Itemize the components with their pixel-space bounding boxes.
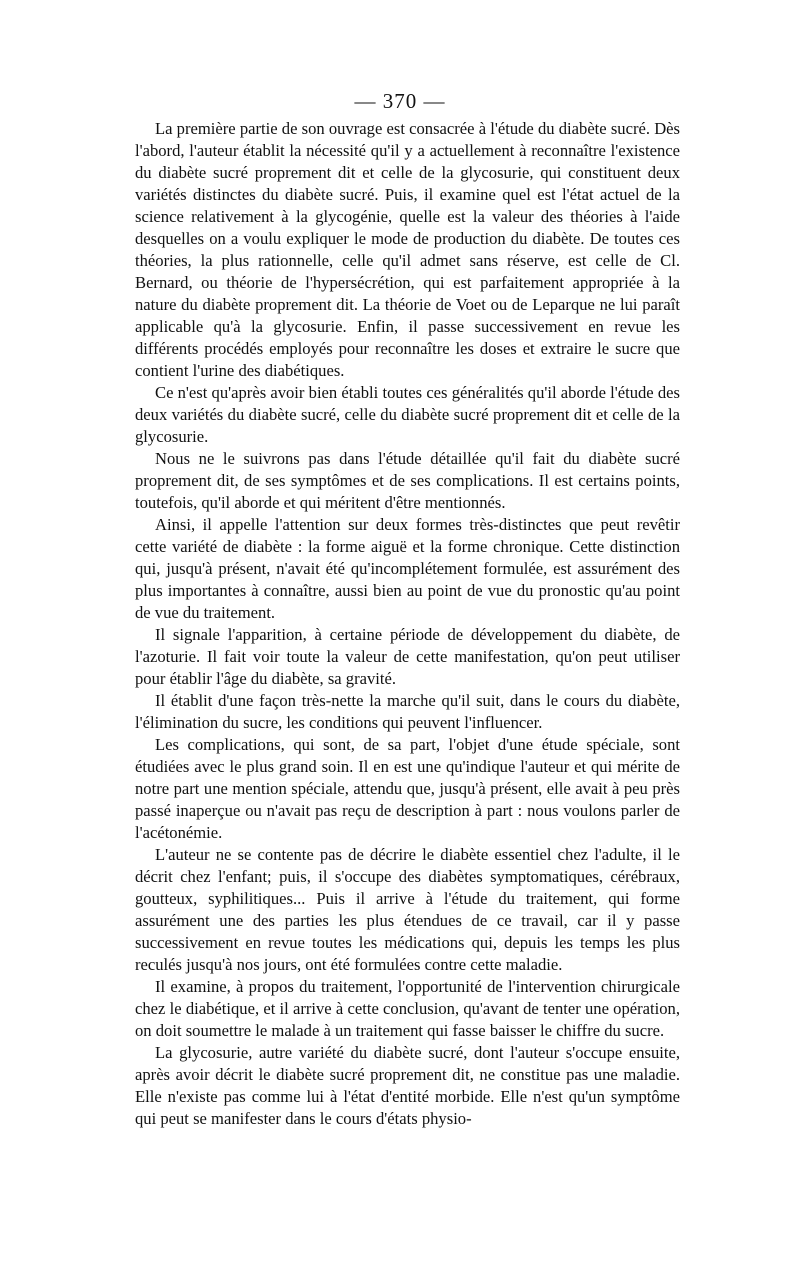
paragraph: Il examine, à propos du traitement, l'opportunité de l'intervention chirurgicale chez le diabétique, et il arrive à cette conclusion, qu'avant de tenter une opération, on doit soumettre le malade à un traitement qui fasse baisser le chiffre du sucre. [135, 977, 680, 1040]
paragraph: La première partie de son ouvrage est consacrée à l'étude du diabète sucré. Dès l'abord, l'auteur établit la nécessité qu'il y a actuellement à reconnaître l'existence du diabète sucré proprement dit et celle de la glycosurie, qui constituent deux variétés distinctes du diabète sucré. Puis, il examine quel est l'état actuel de la science relativement à la glycogénie, quelle est la valeur des théories à l'aide desquelles on a voulu expliquer le mode de production du diabète. De toutes ces théories, la plus rationnelle, celle qu'il admet sans réserve, est celle de Cl. Bernard, ou théorie de l'hypersécrétion, qui est parfaitement appropriée à la nature du diabète proprement dit. La théorie de Voet ou de Leparque ne lui paraît applicable qu'à la glycosurie. Enfin, il passe successivement en revue les différents procédés employés pour reconnaître les doses et extraire le sucre que contient l'urine des diabétiques. [135, 119, 680, 380]
paragraph: La glycosurie, autre variété du diabète sucré, dont l'auteur s'occupe ensuite, après avoir décrit le diabète sucré proprement dit, ne constitue pas une maladie. Elle n'existe pas comme lui à l'état d'entité morbide. Elle n'est qu'un symptôme qui peut se manifester dans le cours d'états physio- [135, 1043, 680, 1128]
paragraph: Les complications, qui sont, de sa part, l'objet d'une étude spéciale, sont étudiées avec le plus grand soin. Il en est une qu'indique l'auteur et qui mérite de notre part une mention spéciale, attendu que, jusqu'à présent, elle avait à peu près passé inaperçue ou n'avait pas reçu de description à part : nous voulons parler de l'acétonémie. [135, 735, 680, 842]
paragraph: L'auteur ne se contente pas de décrire le diabète essentiel chez l'adulte, il le décrit chez l'enfant; puis, il s'occupe des diabètes symptomatiques, cérébraux, goutteux, syphilitiques... Puis il arrive à l'étude du traitement, qui forme assurément une des parties les plus étendues de ce travail, car il y passe successivement en revue toutes les médications qui, depuis les temps les plus reculés jusqu'à nos jours, ont été formulées contre cette maladie. [135, 845, 680, 974]
paragraph: Nous ne le suivrons pas dans l'étude détaillée qu'il fait du diabète sucré proprement dit, de ses symptômes et de ses complications. Il est certains points, toutefois, qu'il aborde et qui méritent d'être mentionnés. [135, 449, 680, 512]
paragraph: Ce n'est qu'après avoir bien établi toutes ces généralités qu'il aborde l'étude des deux variétés du diabète sucré, celle du diabète sucré proprement dit et celle de la glycosurie. [135, 383, 680, 446]
body-text [135, 118, 680, 1130]
paragraph: Ainsi, il appelle l'attention sur deux formes très-distinctes que peut revêtir cette variété de diabète : la forme aiguë et la forme chronique. Cette distinction qui, jusqu'à présent, n'avait été qu'incomplétement formulée, est assurément des plus importantes à connaître, aussi bien au point de vue du pronostic qu'au point de vue du traitement. [135, 515, 680, 622]
paragraph: Il établit d'une façon très-nette la marche qu'il suit, dans le cours du diabète, l'élimination du sucre, les conditions qui peuvent l'influencer. [135, 691, 680, 732]
page-number: — 370 — [354, 89, 446, 113]
paragraph: Il signale l'apparition, à certaine période de développement du diabète, de l'azoturie. Il fait voir toute la valeur de cette manifestation, qu'on peut utiliser pour établir l'âge du diabète, sa gravité. [135, 625, 680, 688]
